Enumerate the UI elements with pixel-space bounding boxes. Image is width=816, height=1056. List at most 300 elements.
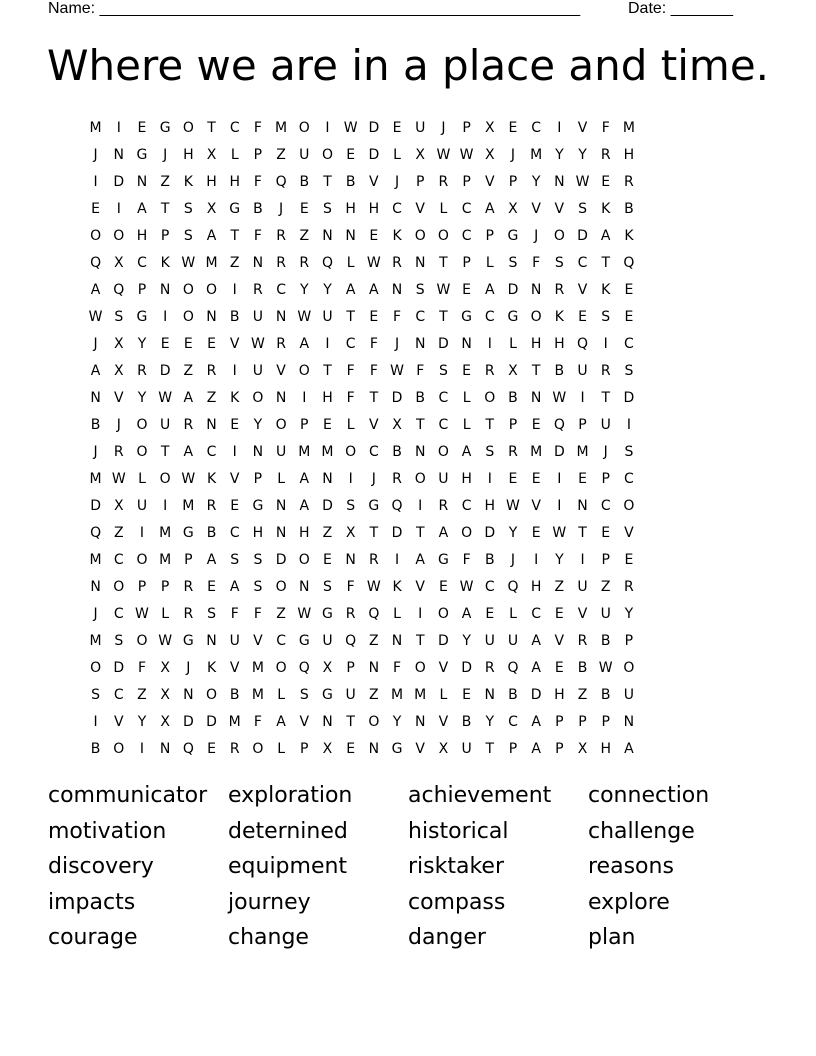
grid-letter[interactable]: Z — [369, 632, 379, 649]
grid-letter[interactable]: W — [135, 605, 149, 622]
grid-letter[interactable]: J — [371, 470, 376, 487]
grid-letter[interactable]: P — [137, 578, 147, 595]
grid-letter[interactable]: S — [183, 200, 193, 217]
grid-letter[interactable]: E — [160, 335, 170, 352]
grid-letter[interactable]: N — [206, 308, 217, 325]
grid-letter[interactable]: L — [485, 254, 494, 271]
grid-letter[interactable]: O — [182, 308, 194, 325]
grid-letter[interactable]: P — [555, 740, 564, 757]
grid-letter[interactable]: H — [183, 146, 194, 163]
grid-letter[interactable]: Q — [391, 497, 403, 514]
grid-letter[interactable]: M — [205, 254, 218, 271]
grid-letter[interactable]: Z — [369, 686, 379, 703]
grid-letter[interactable]: W — [598, 659, 613, 676]
grid-letter[interactable]: R — [183, 416, 194, 433]
grid-letter[interactable]: A — [299, 470, 310, 487]
grid-letter[interactable]: Q — [345, 632, 357, 649]
grid-letter[interactable]: I — [302, 389, 307, 406]
grid-letter[interactable]: L — [161, 605, 170, 622]
grid-letter[interactable]: B — [600, 686, 611, 703]
grid-letter[interactable]: P — [253, 146, 263, 163]
grid-letter[interactable]: G — [159, 119, 171, 136]
grid-letter[interactable]: N — [322, 470, 333, 487]
grid-letter[interactable]: R — [438, 497, 449, 514]
grid-letter[interactable]: Y — [300, 281, 309, 298]
grid-letter[interactable]: F — [601, 119, 610, 136]
grid-letter[interactable]: A — [531, 659, 541, 676]
grid-letter[interactable]: Y — [485, 713, 495, 730]
grid-letter[interactable]: W — [158, 389, 173, 406]
grid-letter[interactable]: M — [530, 443, 543, 460]
grid-letter[interactable]: E — [369, 308, 379, 325]
grid-letter[interactable]: Z — [229, 254, 240, 271]
grid-letter[interactable]: G — [229, 200, 241, 217]
grid-letter[interactable]: F — [253, 605, 262, 622]
grid-letter[interactable]: D — [391, 524, 403, 541]
grid-letter[interactable]: V — [624, 524, 634, 541]
grid-letter[interactable]: T — [207, 119, 216, 136]
grid-letter[interactable]: T — [346, 308, 355, 325]
grid-letter[interactable]: O — [90, 227, 102, 244]
grid-letter[interactable]: V — [531, 200, 541, 217]
grid-letter[interactable]: G — [461, 308, 473, 325]
grid-letter[interactable]: F — [369, 362, 378, 379]
grid-letter[interactable]: X — [508, 362, 518, 379]
grid-letter[interactable]: E — [299, 200, 309, 217]
grid-letter[interactable]: C — [624, 335, 634, 352]
grid-letter[interactable]: Y — [555, 551, 564, 568]
grid-letter[interactable]: L — [277, 740, 285, 757]
grid-letter[interactable]: B — [253, 200, 263, 217]
grid-letter[interactable]: G — [322, 686, 333, 703]
grid-letter[interactable]: U — [484, 632, 495, 649]
grid-letter[interactable]: R — [392, 470, 402, 487]
grid-letter[interactable]: M — [182, 497, 195, 514]
grid-letter[interactable]: M — [275, 119, 288, 136]
grid-letter[interactable]: P — [601, 470, 610, 487]
grid-letter[interactable]: P — [601, 551, 610, 568]
grid-letter[interactable]: N — [368, 659, 380, 676]
grid-letter[interactable]: I — [93, 173, 98, 190]
grid-letter[interactable]: C — [113, 605, 124, 622]
grid-letter[interactable]: A — [276, 713, 286, 730]
grid-letter[interactable]: W — [575, 173, 590, 190]
grid-letter[interactable]: D — [368, 119, 380, 136]
grid-letter[interactable]: E — [624, 308, 634, 325]
grid-letter[interactable]: W — [111, 470, 126, 487]
grid-letter[interactable]: U — [600, 416, 611, 433]
grid-letter[interactable]: R — [577, 632, 588, 649]
grid-letter[interactable]: V — [531, 497, 541, 514]
grid-letter[interactable]: X — [345, 524, 356, 541]
grid-letter[interactable]: K — [230, 389, 240, 406]
grid-letter[interactable]: E — [346, 146, 356, 163]
grid-letter[interactable]: N — [530, 281, 542, 298]
grid-letter[interactable]: R — [345, 605, 356, 622]
grid-letter[interactable]: O — [275, 659, 287, 676]
grid-letter[interactable]: L — [138, 470, 146, 487]
grid-letter[interactable]: S — [578, 200, 587, 217]
grid-letter[interactable]: R — [624, 173, 634, 190]
grid-letter[interactable]: P — [160, 227, 170, 244]
grid-letter[interactable]: E — [554, 659, 564, 676]
grid-letter[interactable]: G — [507, 227, 519, 244]
grid-letter[interactable]: A — [183, 389, 194, 406]
grid-letter[interactable]: I — [232, 281, 237, 298]
grid-letter[interactable]: Y — [253, 416, 263, 433]
grid-letter[interactable]: N — [461, 335, 472, 352]
grid-letter[interactable]: O — [553, 227, 565, 244]
grid-letter[interactable]: G — [252, 497, 264, 514]
grid-letter[interactable]: P — [462, 254, 471, 271]
grid-letter[interactable]: C — [438, 389, 449, 406]
grid-letter[interactable]: X — [577, 740, 588, 757]
grid-letter[interactable]: R — [299, 254, 310, 271]
grid-letter[interactable]: M — [298, 443, 311, 460]
grid-letter[interactable]: O — [461, 524, 473, 541]
grid-letter[interactable]: M — [622, 119, 635, 136]
grid-letter[interactable]: H — [554, 335, 565, 352]
grid-letter[interactable]: N — [577, 497, 588, 514]
date-field-line[interactable]: Date: _______ — [628, 0, 733, 17]
grid-letter[interactable]: G — [391, 740, 403, 757]
grid-letter[interactable]: O — [368, 713, 380, 730]
grid-letter[interactable]: N — [623, 713, 635, 730]
grid-letter[interactable]: A — [206, 227, 217, 244]
grid-letter[interactable]: C — [461, 497, 472, 514]
grid-letter[interactable]: L — [509, 605, 517, 622]
grid-letter[interactable]: X — [438, 740, 449, 757]
grid-letter[interactable]: Q — [321, 254, 333, 271]
grid-letter[interactable]: M — [321, 443, 334, 460]
grid-letter[interactable]: C — [577, 254, 588, 271]
grid-letter[interactable]: P — [300, 740, 309, 757]
grid-letter[interactable]: V — [484, 173, 495, 190]
grid-letter[interactable]: O — [623, 497, 635, 514]
grid-letter[interactable]: Q — [182, 740, 194, 757]
grid-letter[interactable]: E — [578, 470, 587, 487]
grid-letter[interactable]: N — [345, 551, 356, 568]
grid-letter[interactable]: I — [116, 200, 121, 217]
grid-letter[interactable]: H — [206, 173, 217, 190]
grid-letter[interactable]: H — [530, 578, 542, 595]
grid-letter[interactable]: E — [438, 578, 448, 595]
grid-letter[interactable]: U — [438, 470, 449, 487]
grid-letter[interactable]: R — [600, 146, 611, 163]
grid-letter[interactable]: P — [578, 416, 587, 433]
grid-letter[interactable]: O — [623, 659, 635, 676]
grid-letter[interactable]: G — [322, 605, 333, 622]
grid-letter[interactable]: N — [90, 578, 101, 595]
grid-letter[interactable]: N — [252, 443, 264, 460]
grid-letter[interactable]: X — [206, 200, 217, 217]
grid-letter[interactable]: Z — [299, 227, 310, 244]
grid-letter[interactable]: Y — [462, 632, 471, 649]
grid-letter[interactable]: M — [89, 119, 102, 136]
grid-letter[interactable]: E — [531, 470, 541, 487]
grid-letter[interactable]: N — [530, 389, 542, 406]
grid-letter[interactable]: W — [506, 497, 520, 514]
grid-letter[interactable]: R — [392, 254, 402, 271]
grid-letter[interactable]: X — [322, 659, 333, 676]
grid-letter[interactable]: T — [485, 740, 495, 757]
grid-letter[interactable]: H — [345, 200, 356, 217]
grid-letter[interactable]: T — [601, 389, 610, 406]
grid-letter[interactable]: U — [577, 362, 588, 379]
grid-letter[interactable]: H — [252, 524, 264, 541]
grid-letter[interactable]: D — [623, 389, 635, 406]
grid-letter[interactable]: I — [557, 470, 562, 487]
grid-letter[interactable]: J — [279, 200, 284, 217]
grid-letter[interactable]: A — [345, 281, 356, 298]
grid-letter[interactable]: J — [603, 443, 608, 460]
grid-letter[interactable]: P — [555, 713, 564, 730]
grid-letter[interactable]: P — [508, 173, 518, 190]
grid-letter[interactable]: D — [438, 335, 449, 352]
grid-letter[interactable]: J — [186, 659, 191, 676]
grid-letter[interactable]: Z — [600, 578, 611, 595]
grid-letter[interactable]: O — [182, 281, 194, 298]
grid-letter[interactable]: E — [462, 362, 472, 379]
grid-letter[interactable]: L — [393, 605, 401, 622]
grid-letter[interactable]: L — [230, 146, 239, 163]
grid-letter[interactable]: E — [323, 416, 332, 433]
grid-letter[interactable]: A — [299, 335, 310, 352]
grid-letter[interactable]: I — [325, 119, 330, 136]
grid-letter[interactable]: T — [323, 362, 332, 379]
grid-letter[interactable]: I — [626, 416, 631, 433]
grid-letter[interactable]: O — [437, 605, 449, 622]
grid-letter[interactable]: Z — [206, 389, 217, 406]
grid-letter[interactable]: O — [113, 227, 125, 244]
grid-letter[interactable]: U — [322, 308, 333, 325]
grid-letter[interactable]: X — [392, 416, 402, 433]
grid-letter[interactable]: Q — [90, 524, 102, 541]
grid-letter[interactable]: P — [624, 632, 634, 649]
grid-letter[interactable]: L — [439, 200, 448, 217]
grid-letter[interactable]: P — [184, 551, 193, 568]
grid-letter[interactable]: G — [437, 551, 449, 568]
grid-letter[interactable]: N — [414, 254, 426, 271]
grid-letter[interactable]: U — [322, 632, 333, 649]
grid-letter[interactable]: P — [508, 740, 518, 757]
grid-letter[interactable]: M — [251, 686, 264, 703]
grid-letter[interactable]: V — [415, 578, 425, 595]
grid-letter[interactable]: L — [509, 335, 517, 352]
grid-letter[interactable]: U — [275, 443, 287, 460]
grid-letter[interactable]: K — [601, 200, 611, 217]
grid-letter[interactable]: D — [368, 146, 380, 163]
grid-letter[interactable]: R — [206, 362, 217, 379]
grid-letter[interactable]: G — [507, 308, 519, 325]
grid-letter[interactable]: R — [276, 254, 286, 271]
grid-letter[interactable]: O — [136, 632, 148, 649]
grid-letter[interactable]: Q — [90, 254, 102, 271]
grid-letter[interactable]: E — [485, 605, 495, 622]
grid-letter[interactable]: X — [113, 254, 124, 271]
grid-letter[interactable]: B — [229, 686, 240, 703]
grid-letter[interactable]: J — [93, 146, 98, 163]
grid-letter[interactable]: S — [624, 362, 634, 379]
grid-letter[interactable]: P — [462, 119, 471, 136]
grid-letter[interactable]: B — [90, 740, 101, 757]
grid-letter[interactable]: Q — [577, 335, 589, 352]
grid-letter[interactable]: O — [414, 470, 426, 487]
grid-letter[interactable]: O — [113, 578, 125, 595]
grid-letter[interactable]: B — [229, 308, 240, 325]
grid-letter[interactable]: W — [436, 281, 451, 298]
grid-letter[interactable]: R — [206, 497, 217, 514]
grid-letter[interactable]: C — [531, 119, 542, 136]
grid-letter[interactable]: S — [253, 551, 263, 568]
grid-letter[interactable]: U — [623, 686, 635, 703]
grid-letter[interactable]: T — [415, 632, 425, 649]
grid-letter[interactable]: S — [323, 200, 332, 217]
grid-letter[interactable]: E — [369, 227, 379, 244]
grid-letter[interactable]: Y — [137, 713, 147, 730]
grid-letter[interactable]: D — [530, 686, 542, 703]
grid-letter[interactable]: F — [253, 119, 262, 136]
grid-letter[interactable]: L — [346, 254, 355, 271]
grid-letter[interactable]: E — [531, 524, 541, 541]
grid-letter[interactable]: C — [531, 605, 542, 622]
grid-letter[interactable]: T — [439, 254, 448, 271]
grid-letter[interactable]: D — [553, 443, 565, 460]
grid-letter[interactable]: I — [487, 335, 492, 352]
grid-letter[interactable]: U — [299, 146, 310, 163]
grid-letter[interactable]: W — [343, 119, 358, 136]
grid-letter[interactable]: U — [136, 497, 148, 514]
grid-letter[interactable]: L — [346, 416, 355, 433]
grid-letter[interactable]: X — [113, 335, 124, 352]
grid-letter[interactable]: A — [229, 578, 240, 595]
grid-letter[interactable]: Y — [137, 389, 147, 406]
grid-letter[interactable]: O — [136, 416, 148, 433]
grid-letter[interactable]: F — [253, 227, 262, 244]
grid-letter[interactable]: R — [276, 335, 286, 352]
grid-letter[interactable]: O — [345, 443, 357, 460]
grid-letter[interactable]: E — [508, 470, 518, 487]
grid-letter[interactable]: T — [323, 173, 332, 190]
grid-letter[interactable]: O — [275, 578, 287, 595]
grid-letter[interactable]: L — [439, 686, 448, 703]
grid-letter[interactable]: K — [392, 578, 402, 595]
grid-letter[interactable]: D — [113, 173, 125, 190]
grid-letter[interactable]: E — [462, 686, 472, 703]
grid-letter[interactable]: A — [90, 281, 101, 298]
grid-letter[interactable]: S — [601, 308, 611, 325]
grid-letter[interactable]: T — [531, 362, 541, 379]
grid-letter[interactable]: S — [253, 578, 263, 595]
grid-letter[interactable]: A — [484, 200, 495, 217]
grid-letter[interactable]: P — [300, 416, 309, 433]
grid-letter[interactable]: L — [277, 686, 285, 703]
grid-letter[interactable]: W — [181, 470, 196, 487]
grid-letter[interactable]: O — [530, 308, 542, 325]
grid-letter[interactable]: N — [484, 686, 496, 703]
grid-letter[interactable]: X — [484, 146, 495, 163]
grid-letter[interactable]: E — [207, 335, 216, 352]
grid-letter[interactable]: R — [368, 551, 379, 568]
grid-letter[interactable]: H — [322, 389, 333, 406]
grid-letter[interactable]: M — [159, 551, 172, 568]
grid-letter[interactable]: O — [437, 227, 449, 244]
grid-letter[interactable]: N — [183, 686, 194, 703]
grid-letter[interactable]: W — [459, 146, 474, 163]
grid-letter[interactable]: X — [160, 659, 170, 676]
grid-letter[interactable]: J — [441, 119, 446, 136]
grid-letter[interactable]: I — [557, 119, 562, 136]
grid-letter[interactable]: K — [183, 173, 193, 190]
grid-letter[interactable]: C — [229, 524, 240, 541]
grid-letter[interactable]: N — [414, 335, 426, 352]
grid-letter[interactable]: I — [418, 497, 423, 514]
grid-letter[interactable]: R — [137, 362, 147, 379]
grid-letter[interactable]: Y — [323, 281, 332, 298]
grid-letter[interactable]: H — [368, 200, 380, 217]
grid-letter[interactable]: C — [113, 551, 124, 568]
grid-letter[interactable]: V — [577, 281, 588, 298]
grid-letter[interactable]: W — [366, 578, 381, 595]
grid-letter[interactable]: P — [601, 713, 610, 730]
grid-letter[interactable]: N — [275, 389, 287, 406]
grid-letter[interactable]: I — [232, 362, 237, 379]
grid-letter[interactable]: Z — [113, 524, 124, 541]
grid-letter[interactable]: D — [461, 659, 472, 676]
grid-letter[interactable]: D — [438, 632, 449, 649]
grid-letter[interactable]: V — [253, 632, 263, 649]
grid-letter[interactable]: J — [116, 416, 121, 433]
grid-letter[interactable]: V — [276, 362, 286, 379]
grid-letter[interactable]: E — [183, 335, 193, 352]
grid-letter[interactable]: N — [322, 227, 333, 244]
grid-letter[interactable]: E — [207, 740, 216, 757]
grid-letter[interactable]: E — [323, 551, 332, 568]
grid-letter[interactable]: X — [415, 146, 426, 163]
grid-letter[interactable]: C — [113, 686, 124, 703]
grid-letter[interactable]: V — [229, 659, 240, 676]
grid-letter[interactable]: H — [554, 686, 565, 703]
grid-letter[interactable]: O — [206, 686, 218, 703]
grid-letter[interactable]: A — [531, 632, 541, 649]
grid-letter[interactable]: V — [438, 713, 449, 730]
grid-letter[interactable]: E — [230, 497, 240, 514]
grid-letter[interactable]: C — [276, 632, 286, 649]
grid-letter[interactable]: Z — [276, 605, 286, 622]
grid-letter[interactable]: X — [160, 686, 170, 703]
grid-letter[interactable]: X — [113, 362, 124, 379]
grid-letter[interactable]: T — [415, 416, 425, 433]
grid-letter[interactable]: X — [206, 146, 217, 163]
grid-letter[interactable]: T — [415, 524, 425, 541]
grid-letter[interactable]: V — [577, 119, 588, 136]
grid-letter[interactable]: M — [159, 524, 172, 541]
grid-letter[interactable]: E — [91, 200, 101, 217]
grid-letter[interactable]: O — [275, 416, 287, 433]
grid-letter[interactable]: N — [554, 173, 565, 190]
grid-letter[interactable]: M — [414, 686, 427, 703]
grid-letter[interactable]: S — [323, 578, 332, 595]
grid-letter[interactable]: I — [139, 740, 145, 757]
grid-letter[interactable]: F — [137, 659, 146, 676]
grid-letter[interactable]: N — [275, 497, 287, 514]
grid-letter[interactable]: I — [116, 119, 121, 136]
grid-letter[interactable]: W — [390, 362, 404, 379]
grid-letter[interactable]: D — [484, 524, 496, 541]
grid-letter[interactable]: Z — [276, 146, 286, 163]
grid-letter[interactable]: N — [252, 254, 264, 271]
grid-letter[interactable]: C — [624, 470, 634, 487]
